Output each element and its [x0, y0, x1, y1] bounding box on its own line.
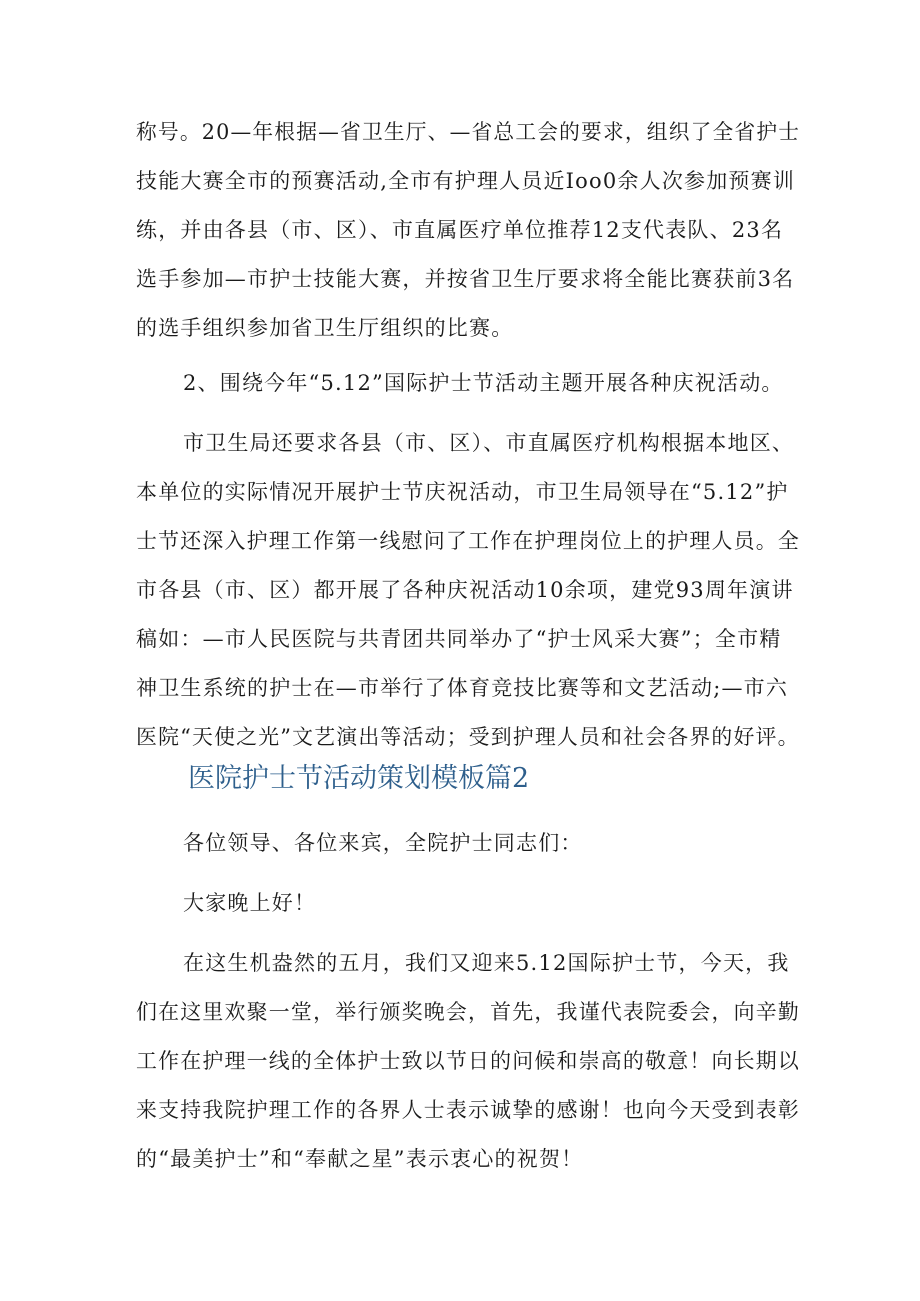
paragraph-line: 士节还深入护理工作第一线慰问了工作在护理岗位上的护理人员。全	[136, 529, 801, 553]
list-item-2: 2、围绕今年“5.12”国际护士节活动主题开展各种庆祝活动。	[183, 371, 784, 395]
paragraph-line: 市各县（市、区）都开展了各种庆祝活动10余项，建党93周年演讲	[136, 578, 794, 602]
greeting-line: 各位领导、各位来宾，全院护士同志们：	[183, 831, 583, 855]
paragraph-line: 医院“天使之光”文艺演出等活动；受到护理人员和社会各界的好评。	[136, 725, 800, 749]
paragraph-line: 称号。20—年根据—省卫生厅、—省总工会的要求，组织了全省护士	[136, 120, 801, 144]
paragraph-line: 选手参加—市护士技能大赛，并按省卫生厅要求将全能比赛获前3名	[136, 267, 795, 291]
paragraph-line: 的“最美护士”和“奉献之星”表示衷心的祝贺！	[136, 1147, 584, 1171]
paragraph-line: 市卫生局还要求各县（市、区）、市直属医疗机构根据本地区、	[183, 431, 795, 455]
paragraph-line: 稿如：—市人民医院与共青团共同举办了“护士风采大赛”；全市精	[136, 627, 782, 651]
paragraph-line: 来支持我院护理工作的各界人士表示诚挚的感谢！也向今天受到表彰	[136, 1098, 801, 1122]
paragraph-line: 在这生机盎然的五月，我们又迎来5.12国际护士节，今天，我	[183, 951, 790, 975]
paragraph-line: 的选手组织参加省卫生厅组织的比赛。	[136, 316, 514, 340]
paragraph-line: 技能大赛全市的预赛活动,全市有护理人员近Ioo0余人次参加预赛训	[136, 169, 796, 193]
section-heading: 医院护士节活动策划模板篇2	[188, 763, 530, 794]
paragraph-line: 神卫生系统的护士在—市举行了体育竞技比赛等和文艺活动;—市六	[136, 676, 789, 700]
hello-line: 大家晚上好！	[183, 891, 317, 915]
paragraph-line: 工作在护理一线的全体护士致以节日的问候和崇高的敬意！向长期以	[136, 1049, 801, 1073]
paragraph-line: 练，并由各县（市、区）、市直属医疗单位推荐12支代表队、23名	[136, 218, 784, 242]
paragraph-line: 们在这里欢聚一堂，举行颁奖晚会，首先，我谨代表院委会，向辛勤	[136, 1000, 801, 1024]
paragraph-line: 本单位的实际情况开展护士节庆祝活动，市卫生局领导在“5.12”护	[136, 480, 789, 504]
